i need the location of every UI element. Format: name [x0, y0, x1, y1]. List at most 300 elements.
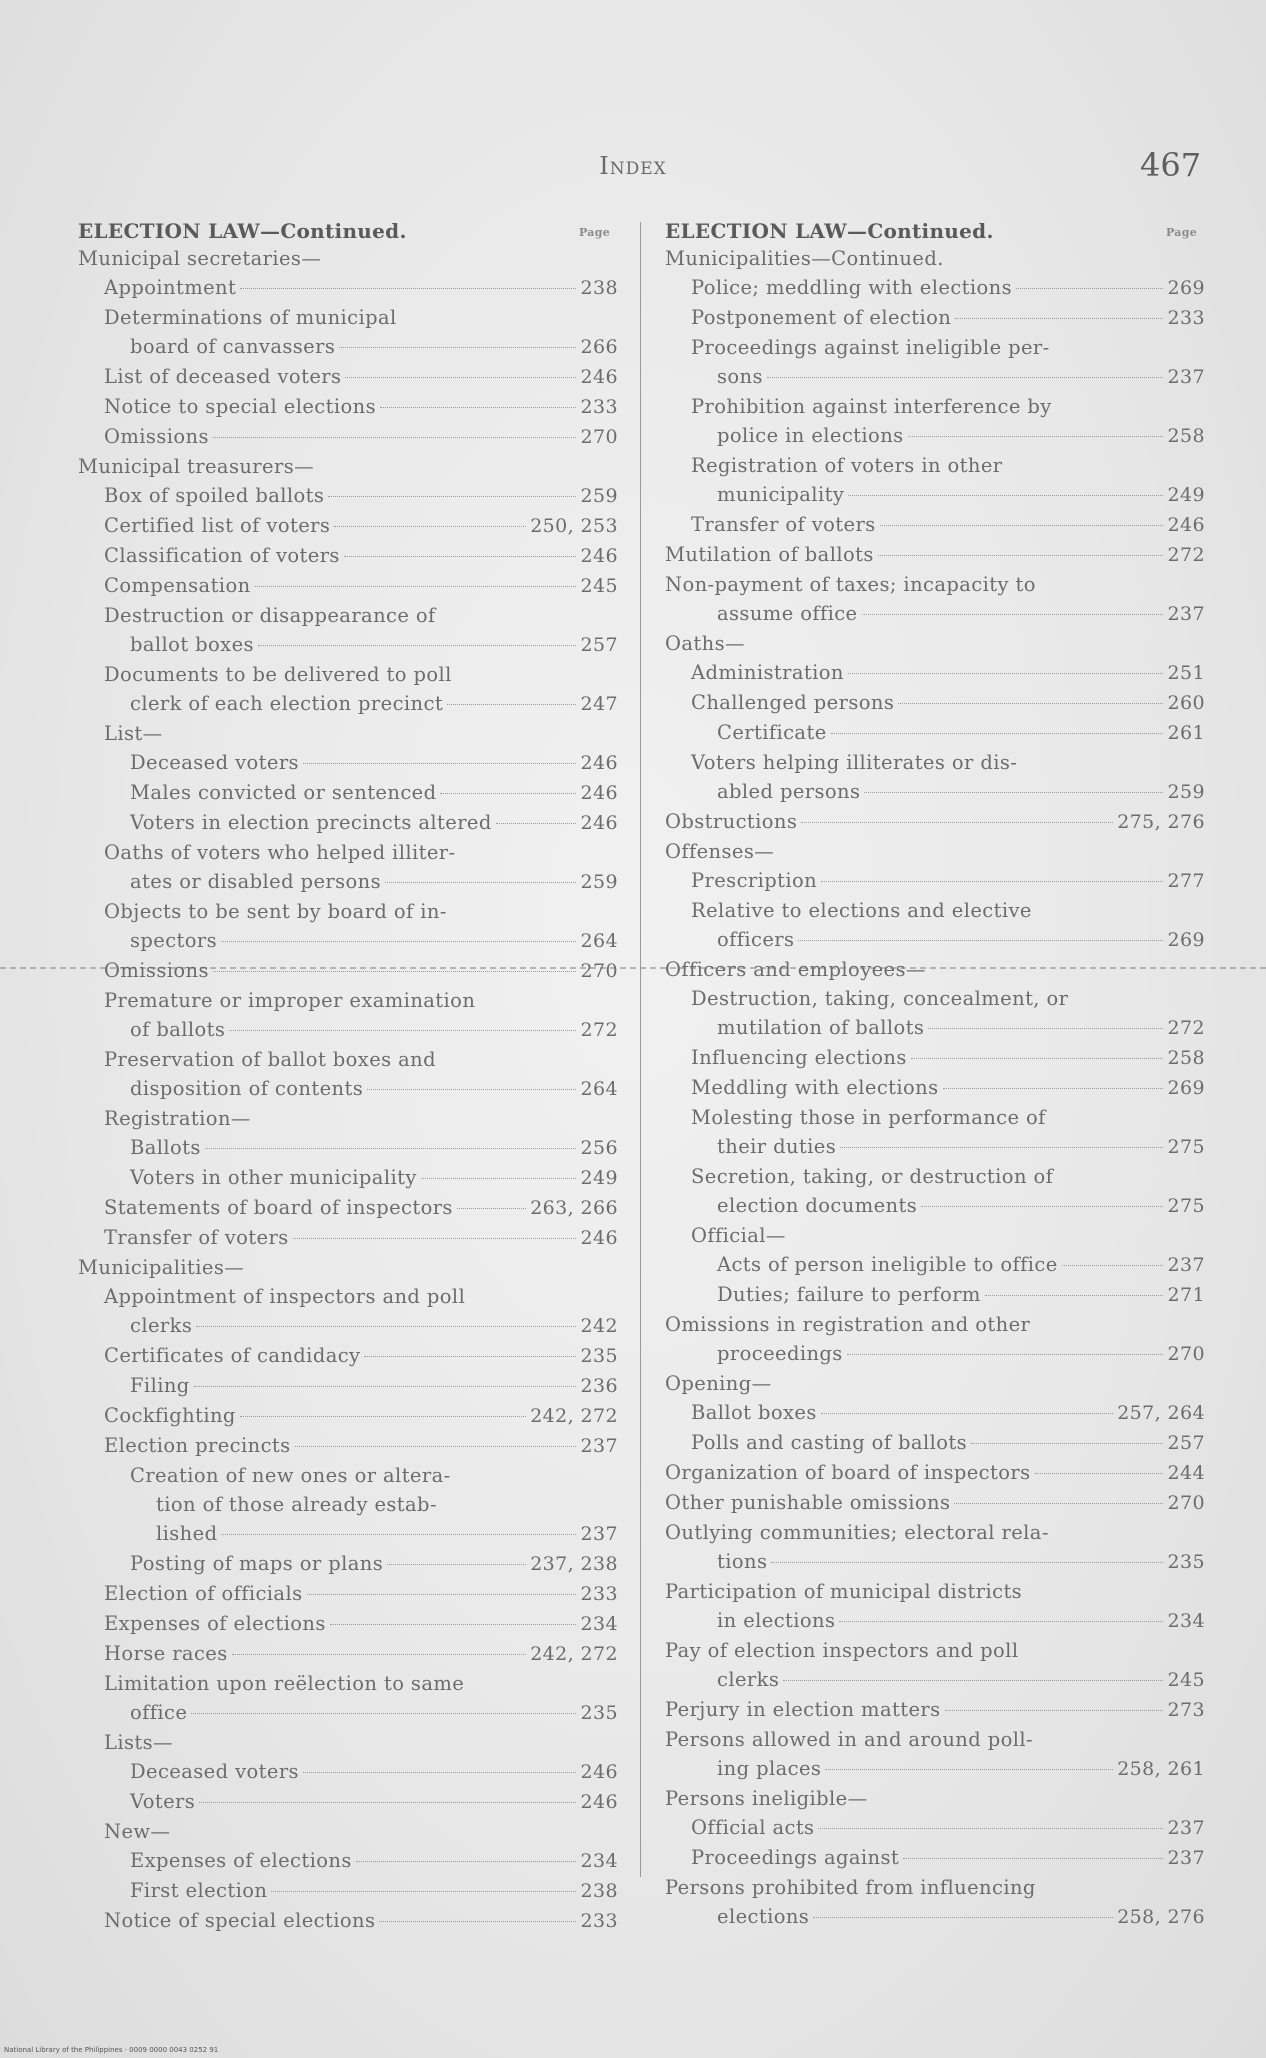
index-entry: [78, 1282, 618, 1311]
index-entry-text: Appointment of inspectors and poll: [104, 1285, 466, 1308]
index-entry-text: Notice of special elections: [104, 1909, 376, 1932]
index-entry: [665, 510, 1205, 540]
index-entry-page: 275: [1167, 1136, 1205, 1158]
dot-leader: [903, 1858, 1163, 1859]
dot-leader: [199, 1802, 576, 1803]
index-entry-page: 272: [580, 1019, 618, 1041]
index-entry-page: 233: [580, 1583, 618, 1605]
right-page-label: Page: [1166, 226, 1197, 239]
dot-leader: [801, 822, 1113, 823]
index-entry-page: 233: [1167, 307, 1205, 329]
index-entry-page: 234: [580, 1613, 618, 1635]
index-entry-text: police in elections: [717, 424, 904, 447]
index-entry: [665, 1843, 1205, 1873]
index-entry: [665, 748, 1205, 777]
dot-leader: [825, 1769, 1113, 1770]
index-entry-page: 246: [580, 752, 618, 774]
index-entry-text: Official acts: [691, 1816, 815, 1839]
index-entry: [78, 1193, 618, 1223]
dot-leader: [221, 941, 576, 942]
index-entry-text: lished: [156, 1522, 218, 1545]
index-entry-text: Non-payment of taxes; incapacity to: [665, 573, 1036, 596]
index-entry-page: 270: [1167, 1492, 1205, 1514]
index-entry: [78, 660, 618, 689]
dot-leader: [847, 1354, 1163, 1355]
index-entry-page: 238: [580, 277, 618, 299]
dot-leader: [908, 436, 1163, 437]
index-entry: [665, 1013, 1205, 1043]
index-entry-text: officers: [717, 928, 795, 951]
index-entry: [78, 1519, 618, 1549]
dot-leader: [379, 1921, 576, 1922]
index-entry: [78, 1341, 618, 1371]
index-entry: [78, 689, 618, 719]
index-entry-text: Ballots: [130, 1136, 201, 1159]
index-entry-text: ballot boxes: [130, 633, 254, 656]
dot-leader: [862, 614, 1163, 615]
index-entry-page: 271: [1167, 1284, 1205, 1306]
index-entry-text: Persons ineligible—: [665, 1787, 868, 1810]
column-divider: [640, 222, 641, 1877]
dot-leader: [191, 1713, 576, 1714]
index-entry-page: 263, 266: [530, 1197, 618, 1219]
index-entry: [78, 867, 618, 897]
index-entry-page: 235: [580, 1345, 618, 1367]
index-entry-text: Pay of election inspectors and poll: [665, 1639, 1019, 1662]
index-entry-text: Obstructions: [665, 810, 798, 833]
index-entry: [78, 541, 618, 571]
index-entry-text: Documents to be delivered to poll: [104, 663, 452, 686]
left-column: [78, 218, 618, 1936]
index-entry-text: office: [130, 1701, 188, 1724]
index-entry-text: Transfer of voters: [104, 1226, 289, 1249]
index-entry: [665, 1250, 1205, 1280]
index-entry: [78, 1817, 618, 1846]
index-entry-text: abled persons: [717, 780, 861, 803]
index-entry-text: Molesting those in performance of: [691, 1106, 1046, 1129]
index-entry: [665, 599, 1205, 629]
index-entry: [665, 421, 1205, 451]
index-entry-page: 251: [1167, 662, 1205, 684]
index-entry-text: Persons allowed in and around poll-: [665, 1728, 1033, 1751]
index-entry-text: First election: [130, 1879, 268, 1902]
index-entry: [665, 1043, 1205, 1073]
dot-leader: [1062, 1265, 1163, 1266]
dot-leader: [221, 1534, 576, 1535]
index-entry-page: 246: [580, 1761, 618, 1783]
index-entry: [78, 956, 618, 986]
index-entry-text: Election of officials: [104, 1582, 303, 1605]
index-entry: [665, 303, 1205, 333]
index-entry-text: Polls and casting of ballots: [691, 1431, 968, 1454]
index-entry-page: 242, 272: [530, 1405, 618, 1427]
index-entry: [665, 629, 1205, 658]
index-entry-text: mutilation of ballots: [717, 1016, 925, 1039]
index-entry-text: Filing: [130, 1374, 190, 1397]
index-entry: [665, 570, 1205, 599]
index-entry: [78, 1639, 618, 1669]
dot-leader: [330, 1624, 576, 1625]
index-entry-text: Posting of maps or plans: [130, 1552, 384, 1575]
index-entry-text: Registration—: [104, 1107, 251, 1130]
index-entry: [665, 1310, 1205, 1339]
index-entry-text: Duties; failure to perform: [717, 1283, 981, 1306]
index-entry-text: Prohibition against interference by: [691, 395, 1052, 418]
index-entry-text: tions: [717, 1550, 768, 1573]
dot-leader: [943, 1088, 1163, 1089]
index-entry-page: 235: [580, 1702, 618, 1724]
index-entry-text: Certificates of candidacy: [104, 1344, 361, 1367]
dot-leader: [344, 556, 576, 557]
index-entry: [78, 1757, 618, 1787]
index-entry: [78, 1045, 618, 1074]
index-entry-text: Destruction, taking, concealment, or: [691, 987, 1069, 1010]
index-entry: [78, 273, 618, 303]
index-entry: [665, 837, 1205, 866]
index-entry-text: tion of those already estab-: [156, 1493, 437, 1516]
index-entry-text: Objects to be sent by board of in-: [104, 900, 447, 923]
index-entry-page: 246: [580, 782, 618, 804]
index-entry: [78, 1074, 618, 1104]
dot-leader: [911, 1058, 1163, 1059]
dot-leader: [971, 1443, 1163, 1444]
index-entry-text: Limitation upon reëlection to same: [104, 1672, 465, 1695]
dot-leader: [955, 318, 1163, 319]
index-entry: [665, 1132, 1205, 1162]
index-entry: [78, 1371, 618, 1401]
index-entry-text: List of deceased voters: [104, 365, 342, 388]
index-entry-page: 237: [1167, 603, 1205, 625]
index-entry-page: 236: [580, 1375, 618, 1397]
index-entry: [665, 1813, 1205, 1843]
index-entry-text: Voters in other municipality: [130, 1166, 417, 1189]
index-entry-page: 277: [1167, 870, 1205, 892]
index-entry: [78, 244, 618, 273]
index-entry-text: Participation of municipal districts: [665, 1580, 1023, 1603]
index-entry-text: Mutilation of ballots: [665, 543, 874, 566]
index-entry: [665, 866, 1205, 896]
index-entry-text: Cockfighting: [104, 1404, 236, 1427]
index-entry-page: 237: [580, 1435, 618, 1457]
index-entry: [665, 718, 1205, 748]
dot-leader: [307, 1594, 577, 1595]
index-entry: [78, 1133, 618, 1163]
index-entry: [78, 1253, 618, 1282]
index-entry-page: 246: [580, 1227, 618, 1249]
index-entry-text: of ballots: [130, 1018, 226, 1041]
dot-leader: [240, 288, 576, 289]
dot-leader: [295, 1446, 576, 1447]
index-entry: [665, 1191, 1205, 1221]
index-entry-text: Meddling with elections: [691, 1076, 939, 1099]
index-entry: [78, 926, 618, 956]
index-entry: [78, 1906, 618, 1936]
index-entry-text: Outlying communities; electoral rela-: [665, 1521, 1049, 1544]
index-entry: [78, 1311, 618, 1341]
index-entry: [78, 303, 618, 332]
index-entry: [78, 1549, 618, 1579]
index-entry: [665, 273, 1205, 303]
index-entry-text: Perjury in election matters: [665, 1698, 941, 1721]
index-entry: [78, 1846, 618, 1876]
index-entry-text: Prescription: [691, 869, 818, 892]
index-entry-text: List—: [104, 722, 163, 745]
index-entry-text: Offenses—: [665, 840, 775, 863]
index-entry-page: 266: [580, 336, 618, 358]
index-entry: [665, 925, 1205, 955]
dot-leader: [293, 1238, 576, 1239]
dot-leader: [303, 763, 576, 764]
dot-leader: [334, 526, 526, 527]
index-entry-page: 256: [580, 1137, 618, 1159]
index-entry-page: 270: [1167, 1343, 1205, 1365]
index-entry-text: clerks: [717, 1668, 780, 1691]
index-entry-page: 244: [1167, 1462, 1205, 1484]
index-entry: [78, 332, 618, 362]
index-entry-text: Determinations of municipal: [104, 306, 397, 329]
index-entry-text: Certificate: [717, 721, 827, 744]
index-entry-text: Voters: [130, 1790, 196, 1813]
dot-leader: [821, 1413, 1113, 1414]
index-entry-text: Compensation: [104, 574, 251, 597]
index-entry-page: 237: [1167, 1254, 1205, 1276]
index-entry-text: Officers and employees—: [665, 958, 926, 981]
dot-leader: [783, 1680, 1163, 1681]
index-entry: [78, 1728, 618, 1757]
index-entry-text: Creation of new ones or altera-: [130, 1464, 451, 1487]
index-entry: [78, 1104, 618, 1133]
index-entry: [665, 362, 1205, 392]
index-entry: [78, 481, 618, 511]
index-entry-page: 250, 253: [530, 515, 618, 537]
index-entry-text: proceedings: [717, 1342, 843, 1365]
index-entry: [665, 392, 1205, 421]
index-entry: [78, 392, 618, 422]
index-entry-text: Police; meddling with elections: [691, 276, 1013, 299]
index-entry: [665, 1577, 1205, 1606]
dot-leader: [1016, 288, 1163, 289]
index-entry: [78, 1669, 618, 1698]
dot-leader: [839, 1621, 1163, 1622]
index-entry: [78, 1163, 618, 1193]
index-entry-page: 258: [1167, 1047, 1205, 1069]
index-entry-page: 237: [1167, 366, 1205, 388]
dot-leader: [421, 1178, 576, 1179]
index-entry-page: 269: [1167, 929, 1205, 951]
index-entry: [78, 362, 618, 392]
index-entry: [78, 1015, 618, 1045]
index-entry-page: 247: [580, 693, 618, 715]
index-entry-text: Oaths of voters who helped illiter-: [104, 841, 456, 864]
index-entry: [665, 540, 1205, 570]
dot-leader: [339, 347, 576, 348]
dot-leader: [767, 377, 1163, 378]
index-entry: [665, 1902, 1205, 1932]
dot-leader: [954, 1503, 1163, 1504]
index-entry-page: 257: [1167, 1432, 1205, 1454]
dot-leader: [364, 1356, 576, 1357]
left-continued-heading: [78, 218, 618, 244]
index-entry-page: 270: [580, 960, 618, 982]
index-entry-text: Deceased voters: [130, 751, 299, 774]
index-entry: [78, 601, 618, 630]
right-column: [665, 218, 1205, 1932]
index-entry-page: 235: [1167, 1551, 1205, 1573]
index-entry-text: Registration of voters in other: [691, 454, 1003, 477]
index-entry-text: Relative to elections and elective: [691, 899, 1032, 922]
index-entry: [78, 1876, 618, 1906]
index-entry-page: 237: [580, 1523, 618, 1545]
index-entry-page: 246: [580, 812, 618, 834]
dot-leader: [229, 1030, 576, 1031]
index-entry-text: New—: [104, 1820, 171, 1843]
dot-leader: [380, 407, 576, 408]
index-entry-page: 245: [580, 575, 618, 597]
dot-leader: [213, 971, 576, 972]
index-entry-text: Administration: [691, 661, 844, 684]
dot-leader: [818, 1828, 1163, 1829]
index-entry: [665, 658, 1205, 688]
dot-leader: [898, 703, 1163, 704]
index-entry: [665, 1103, 1205, 1132]
index-entry-text: Other punishable omissions: [665, 1491, 951, 1514]
index-entry: [665, 896, 1205, 925]
index-entry: [665, 1488, 1205, 1518]
index-entry-text: board of canvassers: [130, 335, 336, 358]
index-entry: [665, 1369, 1205, 1398]
index-entry: [78, 1223, 618, 1253]
dot-leader: [1035, 1473, 1164, 1474]
page-number: 467: [1140, 146, 1202, 184]
index-entry-page: 264: [580, 1078, 618, 1100]
index-entry: [665, 955, 1205, 984]
index-entry: [665, 1754, 1205, 1784]
index-entry-page: 269: [1167, 1077, 1205, 1099]
index-entry: [78, 452, 618, 481]
index-entry-text: disposition of contents: [130, 1077, 364, 1100]
index-entry-page: 275: [1167, 1195, 1205, 1217]
index-entry-text: spectors: [130, 929, 218, 952]
index-entry-page: 275, 276: [1117, 811, 1205, 833]
right-entry-list: [665, 244, 1205, 1932]
index-entry-text: Influencing elections: [691, 1046, 907, 1069]
dot-leader: [205, 1148, 576, 1149]
dot-leader: [864, 792, 1163, 793]
dot-leader: [945, 1710, 1163, 1711]
index-entry: [78, 897, 618, 926]
index-entry-page: 270: [580, 426, 618, 448]
dot-leader: [985, 1295, 1163, 1296]
index-entry: [665, 1428, 1205, 1458]
index-entry-text: Certified list of voters: [104, 514, 331, 537]
index-entry-page: 246: [580, 1791, 618, 1813]
index-entry-page: 272: [1167, 1017, 1205, 1039]
index-entry-text: Appointment: [104, 276, 237, 299]
left-heading-text: ELECTION LAW—Continued.: [78, 219, 407, 243]
dot-leader: [258, 645, 576, 646]
index-entry-text: Omissions: [104, 425, 209, 448]
dot-leader: [771, 1562, 1163, 1563]
index-entry-page: 242: [580, 1315, 618, 1337]
index-entry: [78, 422, 618, 452]
index-entry-text: Municipal secretaries—: [78, 247, 322, 270]
index-entry: [665, 480, 1205, 510]
index-entry-text: Postponement of election: [691, 306, 952, 329]
dot-leader: [921, 1206, 1163, 1207]
index-entry-text: municipality: [717, 483, 845, 506]
dot-leader: [440, 793, 576, 794]
index-entry-page: 258: [1167, 425, 1205, 447]
index-entry-page: 246: [580, 545, 618, 567]
index-entry: [665, 1784, 1205, 1813]
index-entry: [78, 986, 618, 1015]
index-entry-page: 245: [1167, 1669, 1205, 1691]
index-entry-text: Ballot boxes: [691, 1401, 817, 1424]
index-entry-text: Acts of person ineligible to office: [717, 1253, 1058, 1276]
index-entry: [665, 451, 1205, 480]
index-entry-text: clerks: [130, 1314, 193, 1337]
index-entry: [78, 1401, 618, 1431]
index-entry-text: ing places: [717, 1757, 822, 1780]
dot-leader: [367, 1089, 576, 1090]
index-entry-page: 257: [580, 634, 618, 656]
index-entry-page: 249: [580, 1167, 618, 1189]
index-entry: [78, 1698, 618, 1728]
dot-leader: [387, 1564, 526, 1565]
index-entry: [78, 719, 618, 748]
left-entry-list: [78, 244, 618, 1936]
index-entry-page: 234: [1167, 1610, 1205, 1632]
index-entry-text: Males convicted or sentenced: [130, 781, 437, 804]
index-entry-text: election documents: [717, 1194, 918, 1217]
right-heading-text: ELECTION LAW—Continued.: [665, 219, 994, 243]
index-entry: [78, 511, 618, 541]
index-entry-page: 258, 276: [1117, 1906, 1205, 1928]
index-entry: [665, 688, 1205, 718]
index-entry-text: Secretion, taking, or destruction of: [691, 1165, 1054, 1188]
index-entry-page: 238: [580, 1880, 618, 1902]
index-entry-text: Municipal treasurers—: [78, 455, 315, 478]
index-entry: [78, 1490, 618, 1519]
index-entry: [78, 778, 618, 808]
index-entry-text: Destruction or disappearance of: [104, 604, 436, 627]
dot-leader: [196, 1326, 576, 1327]
dot-leader: [880, 525, 1163, 526]
index-entry: [665, 1280, 1205, 1310]
page-header-title: Index: [599, 152, 667, 180]
index-entry: [665, 1606, 1205, 1636]
index-entry-text: Challenged persons: [691, 691, 895, 714]
dot-leader: [457, 1208, 526, 1209]
index-entry-page: 237, 238: [530, 1553, 618, 1575]
dot-leader: [831, 733, 1163, 734]
index-entry: [665, 777, 1205, 807]
index-entry: [665, 1873, 1205, 1902]
index-entry-text: Transfer of voters: [691, 513, 876, 536]
index-entry-page: 259: [580, 871, 618, 893]
dot-leader: [821, 881, 1163, 882]
dot-leader: [345, 377, 576, 378]
index-entry-text: Oaths—: [665, 632, 745, 655]
index-entry-text: Organization of board of inspectors: [665, 1461, 1031, 1484]
index-entry-text: Voters helping illiterates or dis-: [691, 751, 1018, 774]
index-entry-page: 259: [580, 485, 618, 507]
index-entry-text: Horse races: [104, 1642, 228, 1665]
index-entry: [665, 1073, 1205, 1103]
index-entry: [78, 1609, 618, 1639]
index-entry-text: sons: [717, 365, 763, 388]
index-entry-page: 261: [1167, 722, 1205, 744]
